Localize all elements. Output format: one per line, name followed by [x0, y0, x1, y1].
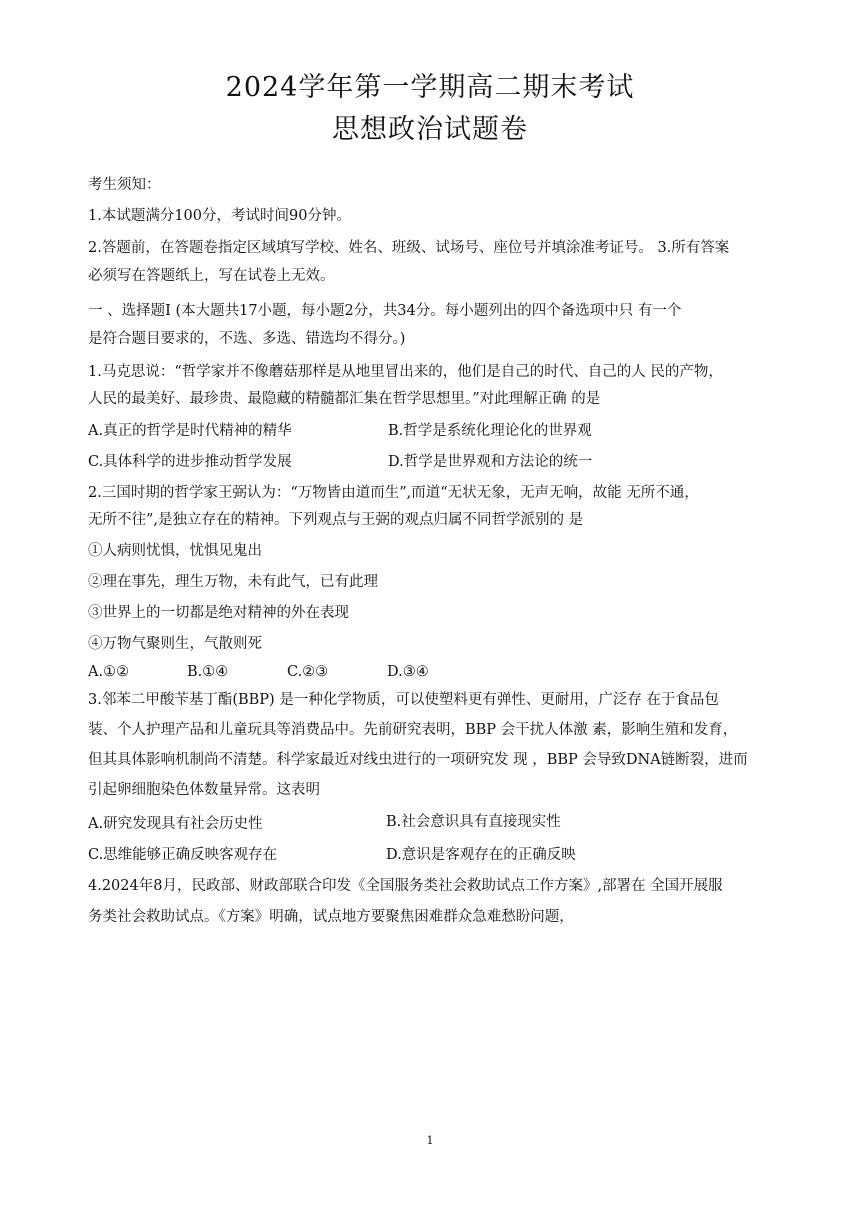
- question-1-option-d: D.哲学是世界观和方法论的统一: [388, 454, 593, 470]
- question-2-stem-line2: 无所不往”,是独立存在的精神。下列观点与王弼的观点归属不同哲学派别的 是: [88, 512, 584, 528]
- question-2-stem-line1: 2.三国时期的哲学家王弼认为：“万物皆由道而生”,而道“无状无象，无声无响，故能 无所不通，: [88, 485, 699, 501]
- question-2-option-b: B.①④: [187, 664, 229, 680]
- question-2-statement-4: ④万物气聚则生，气散则死: [88, 636, 262, 652]
- notice-item-1: 1.本试题满分100分，考试时间90分钟。: [88, 208, 351, 224]
- section-1-line1: 一 、选择题Ⅰ (本大题共17小题，每小题2分，共34分。每小题列出的四个备选项中只 有一个: [88, 303, 682, 319]
- question-3-stem-line4: 引起卵细胞染色体数量异常。这表明: [88, 782, 320, 798]
- question-3-stem-line3: 但其具体影响机制尚不清楚。科学家最近对线虫进行的一项研究发 现 ，BBP 会导致DNA链断裂，进而: [88, 752, 748, 768]
- question-2-option-a: A.①②: [88, 664, 130, 680]
- exam-title-line1: 2024学年第一学期高二期末考试: [225, 72, 635, 103]
- question-2-option-c: C.②③: [287, 664, 329, 680]
- page-number: 1: [426, 1134, 434, 1147]
- question-2-statement-3: ③世界上的一切都是绝对精神的外在表现: [88, 605, 349, 621]
- question-3-option-d: D.意识是客观存在的正确反映: [386, 847, 576, 863]
- question-1-option-b: B.哲学是系统化理论化的世界观: [388, 423, 592, 439]
- question-3-option-b: B.社会意识具有直接现实性: [386, 814, 561, 830]
- question-1-stem-line1: 1.马克思说：“哲学家并不像蘑菇那样是从地里冒出来的，他们是自己的时代、自己的人 民的产物，: [88, 364, 723, 380]
- section-1-line2: 是符合题目要求的，不选、多选、错选均不得分。): [88, 331, 406, 347]
- question-2-statement-2: ②理在事先，理生万物，未有此气，已有此理: [88, 574, 378, 590]
- question-3-stem-line1: 3.邻苯二甲酸苄基丁酯(BBP) 是一种化学物质，可以使塑料更有弹性、更耐用，广泛存 在于食品包: [88, 692, 719, 708]
- question-2-statement-1: ①人病则忧惧，忧惧见鬼出: [88, 543, 262, 559]
- question-3-option-a: A.研究发现具有社会历史性: [88, 816, 263, 832]
- question-2-option-d: D.③④: [387, 664, 429, 680]
- question-4-stem-line1: 4.2024年8月，民政部、财政部联合印发《全国服务类社会救助试点工作方案》,部署在 全国开展服: [88, 878, 723, 894]
- exam-title-line2: 思想政治试题卷: [332, 114, 528, 145]
- question-4-stem-line2: 务类社会救助试点。《方案》明确，试点地方要聚焦困难群众急难愁盼问题，: [88, 909, 574, 925]
- question-3-stem-line2: 装、个人护理产品和儿童玩具等消费品中。先前研究表明，BBP 会干扰人体激 素，影响生殖和发育，: [88, 722, 738, 738]
- question-1-stem-line2: 人民的最美好、最珍贵、最隐藏的精髓都汇集在哲学思想里。”对此理解正确 的是: [88, 391, 601, 407]
- notice-item-2-line2: 必须写在答题纸上，写在试卷上无效。: [88, 268, 335, 284]
- notice-heading: 考生须知：: [88, 177, 161, 193]
- question-1-option-a: A.真正的哲学是时代精神的精华: [88, 423, 292, 439]
- notice-item-2-line1: 2.答题前，在答题卷指定区域填写学校、姓名、班级、试场号、座位号并填涂准考证号。 3.所有答案: [88, 240, 730, 256]
- question-3-option-c: C.思维能够正确反映客观存在: [88, 847, 278, 863]
- question-1-option-c: C.具体科学的进步推动哲学发展: [88, 454, 292, 470]
